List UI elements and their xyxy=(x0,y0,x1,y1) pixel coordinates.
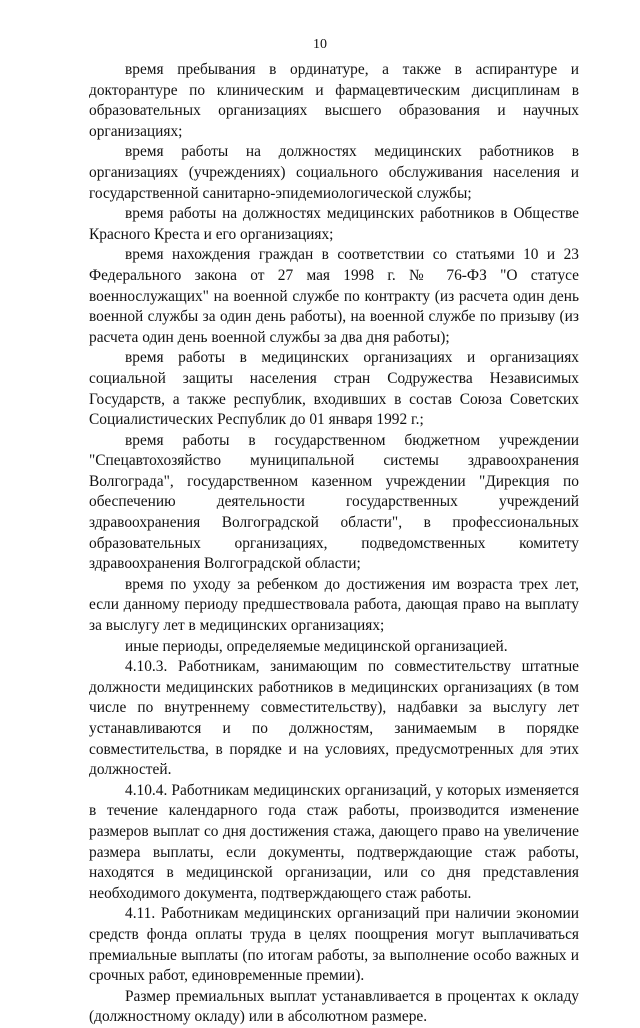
paragraph-residency: время пребывания в ординатуре, а также в аспирантуре и докторантуре по клиническим и фармацевтическим дисциплинам в образовательных организациях высшего образования и научных организациях; xyxy=(89,61,579,140)
paragraph-4-10-3: 4.10.3. Работникам, занимающим по совместительству штатные должности медицинских работников в медицинских организациях (в том числе по внутреннему совместительству), надбавки за выслугу лет устанавливаются и по должностям, занимаемым в порядке совместительства, в порядке и на условиях, предусмотренных для этих должностей. xyxy=(89,658,579,779)
page-number: 10 xyxy=(313,37,327,52)
paragraph-military-service: время нахождения граждан в соответствии со статьями 10 и 23 Федерального закона от 27 мая 1998 г. № 76-ФЗ "О статусе военнослужащих" на военной службе по контракту (из расчета один день военной службы за один день работы), на военной службе по призыву (из расчета один день военной службы за два дня работы); xyxy=(89,246,579,346)
paragraph-4-10-4: 4.10.4. Работникам медицинских организаций, у которых изменяется в течение календарного года стаж работы, производится изменение размеров выплат со дня достижения стажа, дающего право на увеличение размера выплаты, если документы, подтверждающие стаж работы, находятся в медицинской организации, или со дня представления необходимого документа, подтверждающего стаж работы. xyxy=(89,781,579,902)
paragraph-social-services: время работы на должностях медицинских работников в организациях (учреждениях) социального обслуживания населения и государственной санитарно-эпидемиологической службы; xyxy=(89,143,579,202)
document-body xyxy=(89,60,579,1028)
paragraph-cis-organizations: время работы в медицинских организациях и организациях социальной защиты населения стран Содружества Независимых Государств, а также республик, входивших в состав Союза Советских Социалистических Республик до 01 января 1992 г.; xyxy=(89,349,579,429)
paragraph-other-periods: иные периоды, определяемые медицинской организацией. xyxy=(125,637,508,655)
paragraph-volgograd-institutions: время работы в государственном бюджетном учреждении "Спецавтохозяйство муниципальной системы здравоохранения Волгограда", государственном казенном учреждении "Дирекция по обеспечению деятельности государственных учреждений здравоохранения Волгоградской области", в профессиональных образовательных организациях, подведомственных комитету здравоохранения Волгоградской области; xyxy=(89,431,579,573)
paragraph-bonus-size: Размер премиальных выплат устанавливается в процентах к окладу (должностному окладу) или в абсолютном размере. xyxy=(89,987,579,1026)
paragraph-4-11: 4.11. Работникам медицинских организаций при наличии экономии средств фонда оплаты труда в целях поощрения могут выплачиваться премиальные выплаты (по итогам работы, за выполнение особо важных и срочных работ, единовременные премии). xyxy=(89,905,579,985)
paragraph-red-cross: время работы на должностях медицинских работников в Обществе Красного Креста и его организациях; xyxy=(89,205,579,243)
paragraph-childcare: время по уходу за ребенком до достижения им возраста трех лет, если данному периоду предшествовала работа, дающая право на выплату за выслугу лет в медицинских организациях; xyxy=(89,575,579,635)
